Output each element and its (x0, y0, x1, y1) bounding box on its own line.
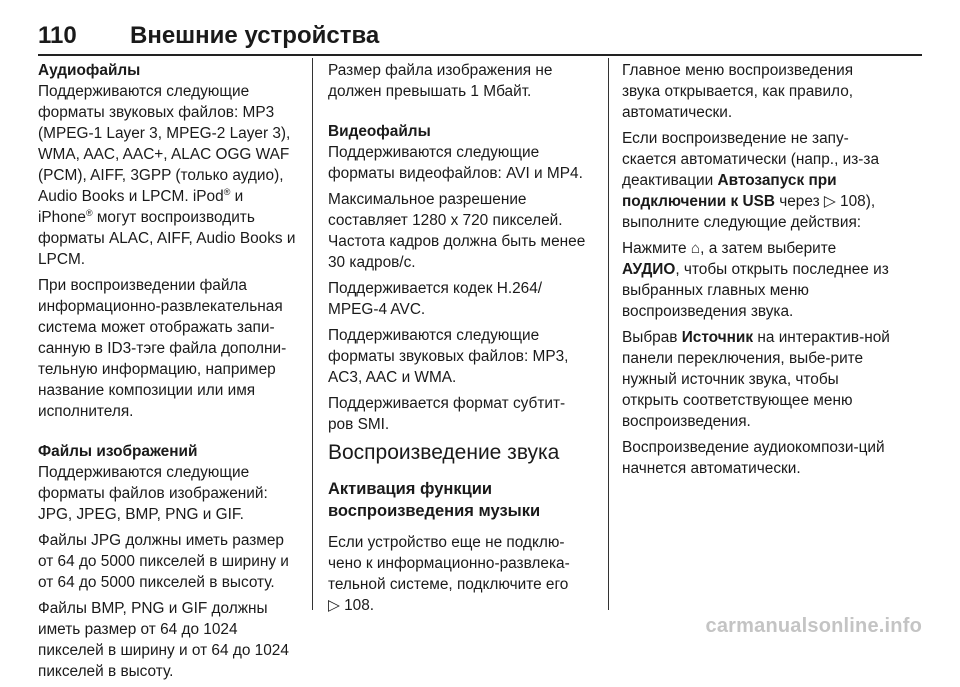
watermark: carmanualsonline.info (705, 615, 922, 637)
paragraph: Файлы JPG должны иметь размер от 64 до 5000 пикселей в ширину и от 64 до 5000 пикселей в высоту. (38, 532, 289, 591)
column-divider (608, 58, 609, 610)
column-left (38, 60, 300, 687)
paragraph: Главное меню воспроизведения звука открывается, как правило, автоматически. (622, 62, 854, 121)
paragraph: Максимальное разрешение составляет 1280 x 720 пикселей. Частота кадров должна быть менее 30 кадров/с. (328, 191, 586, 271)
paragraph: Нажмите ⌂, а затем выберите АУДИО, чтобы открыть последнее из выбранных главных меню воспроизведения звука. (622, 240, 889, 320)
paragraph: Размер файла изображения не должен превышать 1 Мбайт. (328, 62, 553, 100)
column-right (622, 60, 890, 484)
paragraph: Поддерживается формат субтит-ров SMI. (328, 395, 566, 433)
column-divider (312, 58, 313, 610)
header-divider (38, 54, 922, 56)
paragraph: Поддерживается кодек H.264/ MPEG-4 AVC. (328, 280, 543, 318)
paragraph: Если устройство еще не подклю-чено к информационно-развлека-тельной системе, подключите его ▷ 108. (328, 534, 570, 614)
paragraph: Поддерживаются следующие форматы звуковых файлов: MP3, AC3, AAC и WMA. (328, 327, 569, 386)
column-middle (328, 60, 590, 621)
audio-files-heading: Аудиофайлы (38, 62, 141, 79)
paragraph: Выбрав Источник на интерактив-ной панели переключения, выбе-рите нужный источник звука, чтобы открыть соответствующее меню воспроизведения. (622, 329, 890, 430)
page-header (38, 22, 922, 58)
page-title: Внешние устройства (130, 22, 380, 49)
paragraph: Файлы BMP, PNG и GIF должны иметь размер от 64 до 1024 пикселей в ширину и от 64 до 1024 пикселей в высоту. (38, 600, 289, 680)
image-files-heading: Файлы изображений (38, 443, 198, 460)
paragraph: Поддерживаются следующие форматы видеофайлов: AVI и MP4. (328, 144, 583, 182)
section-heading: Воспроизведение звука (328, 441, 560, 464)
page-reference-link[interactable]: ▷ 108. (328, 597, 375, 614)
home-icon: ⌂ (690, 240, 701, 257)
paragraph: Поддерживаются следующие форматы звуковых файлов: MP3 (MPEG-1 Layer 3, MPEG-2 Layer 3), WMA, AAC, AAC+, ALAC OGG WAF (PCM), AIFF, 3GPP (только аудио), Audio Books и LPCM. iPod® и iPhone® могут воспроизводить форматы ALAC, AIFF, Audio Books и LPCM. (38, 83, 296, 268)
video-files-heading: Видеофайлы (328, 123, 431, 140)
page-number: 110 (38, 22, 77, 49)
paragraph: Воспроизведение аудиокомпози-ций начнется автоматически. (622, 439, 885, 477)
paragraph: При воспроизведении файла информационно-развлекательная система может отображать запи-санную в ID3-тэге файла дополни-тельную информацию, например название композиции или имя исполнителя. (38, 277, 287, 420)
paragraph: Если воспроизведение не запу-скается автоматически (напр., из-за деактивации Автозапуск при подключении к USB через ▷ 108), выполните следующие действия: (622, 130, 880, 231)
subsection-heading: Активация функции воспроизведения музыки (328, 480, 541, 520)
paragraph: Поддерживаются следующие форматы файлов изображений: JPG, JPEG, BMP, PNG и GIF. (38, 464, 268, 523)
